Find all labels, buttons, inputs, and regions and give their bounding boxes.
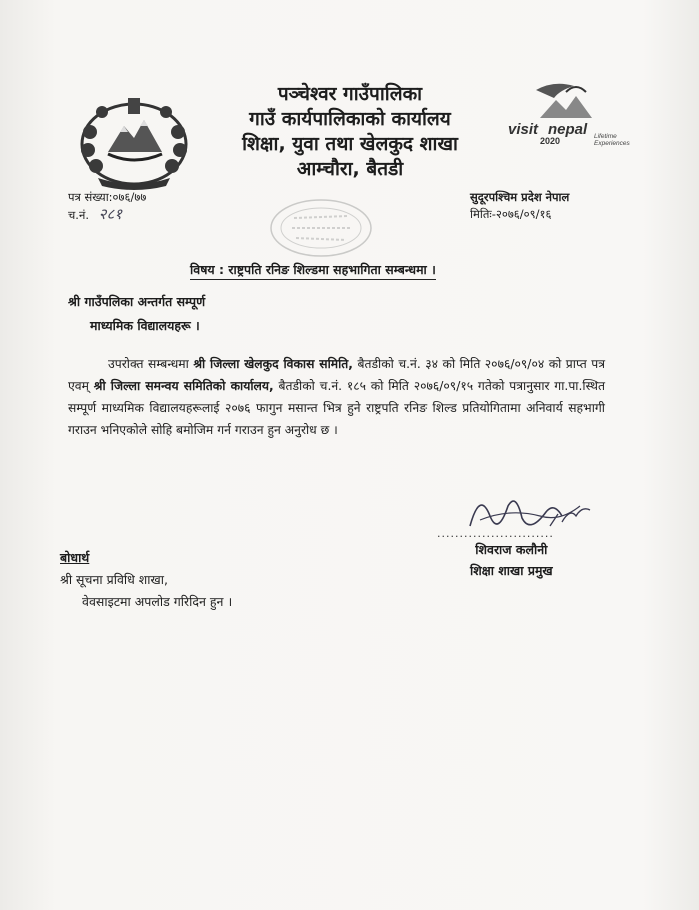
visit-text: visit	[508, 121, 539, 138]
letter-date: मितिः-२०७६/०९/१६	[470, 207, 552, 221]
body-text-2: बैतडीको च.नं. ३४ को मिति २०७६/०९/०४ को प्राप्त पत्र एवम्	[68, 357, 605, 393]
tagline-2: Experiences	[594, 140, 630, 147]
municipality-name: पञ्चेश्वर गाउँपालिका	[277, 83, 423, 105]
letter-subject: विषय : राष्ट्रपति रनिङ शिल्डमा सहभागिता सम्बन्धमा ।	[190, 261, 436, 280]
visit-nepal-logo	[496, 78, 646, 154]
cc-line-1: श्री सूचना प्रविधि शाखा,	[60, 572, 168, 587]
chalani-label: च.नं.	[68, 208, 89, 222]
signer-title: शिक्षा शाखा प्रमुख	[470, 563, 553, 578]
cc-block	[60, 547, 232, 613]
reference-block	[68, 189, 146, 224]
year-text: 2020	[540, 136, 561, 146]
signer-name: शिवराज कलौनी	[475, 542, 548, 557]
province-name: सुदूरपश्चिम प्रदेश नेपाल	[470, 190, 570, 204]
addressee-line-2: माध्यमिक विद्यालयहरू ।	[90, 318, 200, 333]
cc-label: बोधार्थ	[60, 550, 90, 565]
letter-body	[68, 353, 605, 441]
office-header	[180, 82, 520, 182]
office-stamp-icon	[266, 196, 376, 260]
body-paragraph	[68, 353, 605, 441]
body-bold-1: श्री जिल्ला खेलकुद विकास समिति,	[193, 357, 353, 371]
chalani-number: २८१	[98, 205, 123, 223]
tagline-1: Lifetime	[594, 133, 617, 140]
patra-sankhya: पत्र संख्या:०७६/७७	[68, 190, 147, 204]
signature-line: ..........................	[437, 527, 554, 540]
addressee-block	[68, 290, 205, 338]
body-text-3: बैतडीको च.नं. १८५ को मिति २०७६/०९/१५ गतेको पत्रानुसार गा.पा.स्थित सम्पूर्ण माध्यमिक विद्यालयहरूलाई २०७६ फागुन मसान्त भित्र हुने राष्ट्रपति रनिङ शिल्ड प्रतियोगितामा अनिवार्य सहभागी गराउन भनिएकोले सोहि बमोजिम गर्न गराउन हुन अनुरोध छ ।	[68, 379, 605, 437]
cc-line-2: वेवसाइटमा अपलोड गरिदिन हुन ।	[82, 594, 233, 609]
chalani-row	[68, 206, 146, 224]
office-location: आम्चौरा, बैतडी	[296, 158, 404, 180]
nepal-emblem-icon	[78, 92, 190, 192]
body-bold-2: श्री जिल्ला समन्वय समितिको कार्यालय,	[93, 379, 274, 393]
addressee-line-1: श्री गाउँपलिका अन्तर्गत सम्पूर्ण	[68, 294, 206, 309]
office-name: गाउँ कार्यपालिकाको कार्यालय	[249, 108, 451, 130]
nepal-text: nepal	[548, 121, 588, 138]
body-text-1: उपरोक्त सम्बन्धमा	[108, 357, 194, 371]
signer-block	[470, 539, 553, 581]
province-date-block	[470, 189, 569, 223]
section-name: शिक्षा, युवा तथा खेलकुद शाखा	[242, 133, 458, 155]
